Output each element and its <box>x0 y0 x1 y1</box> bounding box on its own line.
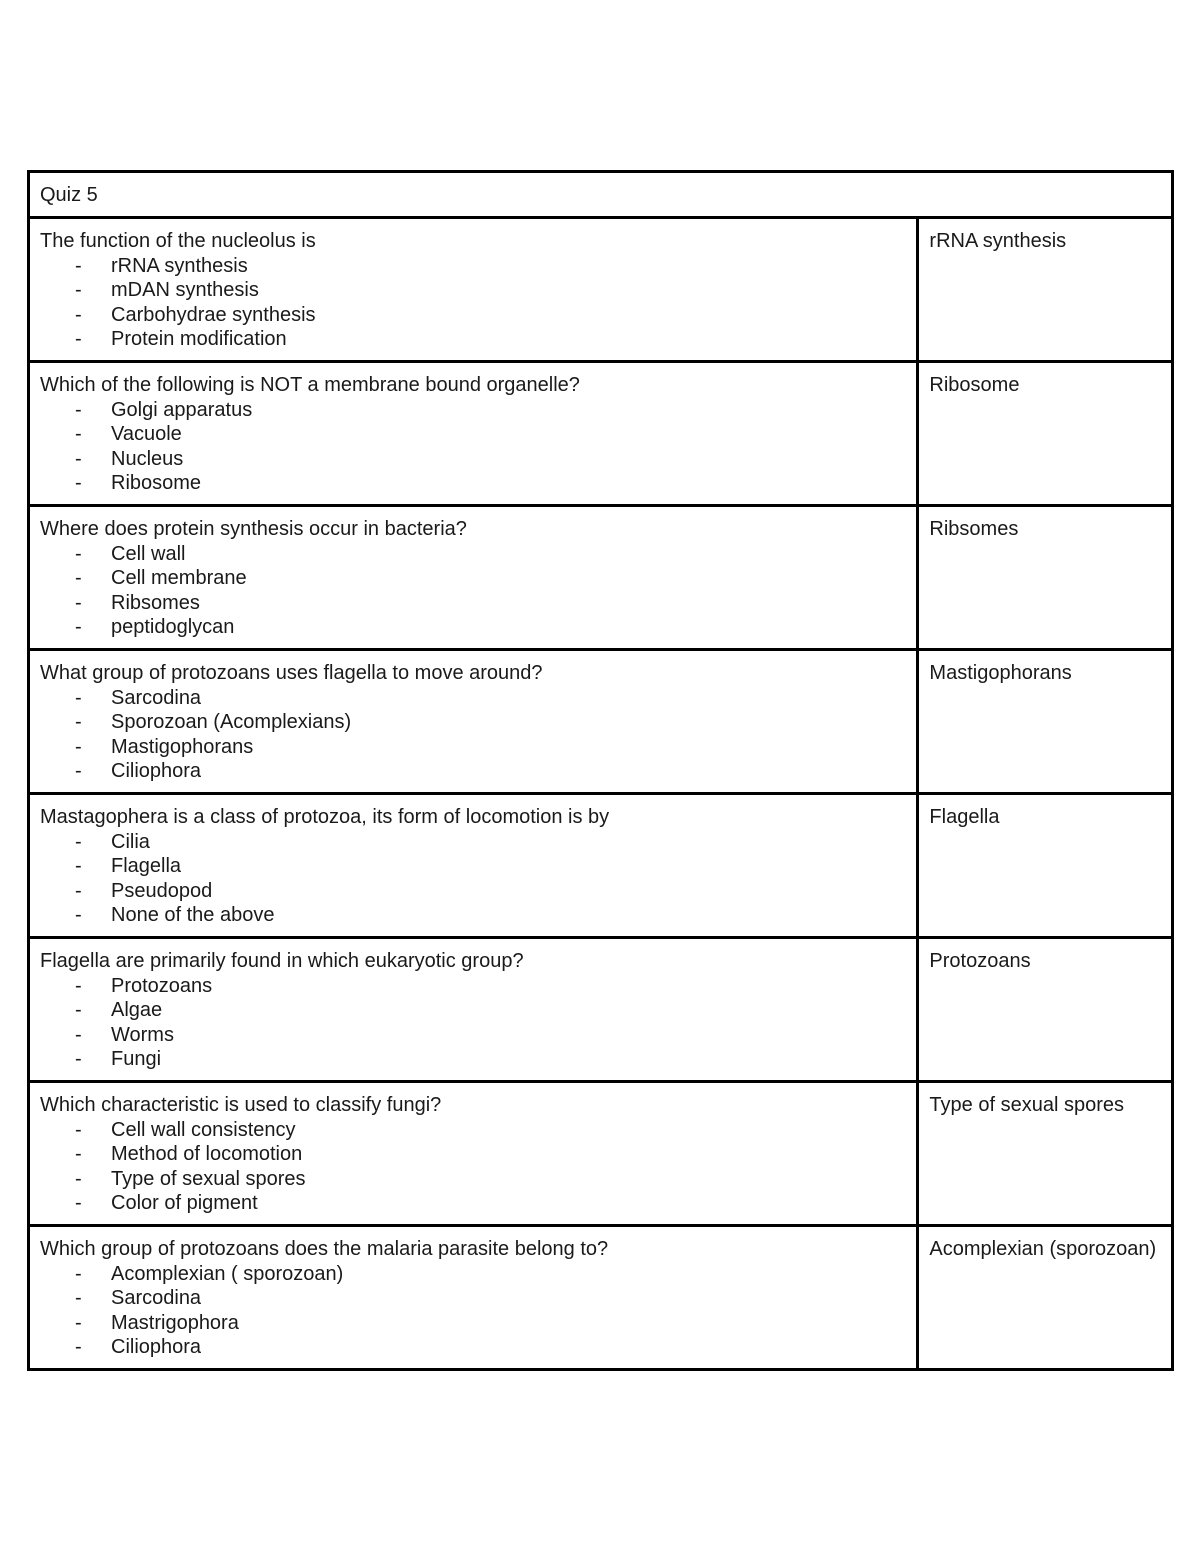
option-item <box>40 303 906 328</box>
option-text: Ciliophora <box>111 760 202 783</box>
option-list <box>40 686 906 784</box>
answer-text: Ribsomes <box>929 518 1019 540</box>
question-cell <box>29 218 918 362</box>
answer-cell <box>918 1082 1173 1226</box>
option-list <box>40 1262 906 1360</box>
question-row <box>29 650 1173 794</box>
option-item <box>40 542 906 567</box>
option-item <box>40 327 906 352</box>
option-text: Flagella <box>111 855 182 878</box>
answer-text: Mastigophorans <box>929 662 1072 684</box>
question-text: Which characteristic is used to classify fungi? <box>40 1094 442 1116</box>
dash-bullet: - <box>75 328 82 351</box>
option-text: Cell wall consistency <box>111 1118 296 1141</box>
option-text: Protozoans <box>111 974 213 997</box>
option-text: None of the above <box>111 904 275 927</box>
question-cell <box>29 1226 918 1370</box>
dash-bullet: - <box>75 1287 82 1310</box>
question-cell <box>29 506 918 650</box>
question-row <box>29 794 1173 938</box>
answer-cell <box>918 506 1173 650</box>
dash-bullet: - <box>75 735 82 758</box>
dash-bullet: - <box>75 472 82 495</box>
option-item <box>40 1311 906 1336</box>
option-text: Ciliophora <box>111 1336 202 1359</box>
option-item <box>40 447 906 472</box>
option-text: Mastigophorans <box>111 735 254 758</box>
option-text: rRNA synthesis <box>111 254 248 277</box>
option-text: Method of locomotion <box>111 1143 303 1166</box>
option-text: Worms <box>111 1023 174 1046</box>
option-text: Sarcodina <box>111 1287 202 1310</box>
option-list <box>40 542 906 640</box>
dash-bullet: - <box>75 855 82 878</box>
option-item <box>40 686 906 711</box>
dash-bullet: - <box>75 423 82 446</box>
question-cell <box>29 1082 918 1226</box>
question-cell <box>29 362 918 506</box>
dash-bullet: - <box>75 303 82 326</box>
option-text: Mastrigophora <box>111 1311 239 1334</box>
question-row <box>29 218 1173 362</box>
answer-cell <box>918 362 1173 506</box>
answer-cell <box>918 218 1173 362</box>
question-text: Which of the following is NOT a membrane bound organelle? <box>40 374 580 396</box>
answer-text: Protozoans <box>929 950 1031 972</box>
question-row <box>29 362 1173 506</box>
question-row <box>29 1082 1173 1226</box>
option-text: Protein modification <box>111 328 287 351</box>
dash-bullet: - <box>75 1192 82 1215</box>
answer-text: Acomplexian (sporozoan) <box>929 1238 1157 1260</box>
option-item <box>40 1142 906 1167</box>
option-text: Algae <box>111 999 163 1022</box>
option-item <box>40 830 906 855</box>
answer-cell <box>918 1226 1173 1370</box>
option-text: peptidoglycan <box>111 616 235 639</box>
dash-bullet: - <box>75 254 82 277</box>
question-text: Which group of protozoans does the malaria parasite belong to? <box>40 1238 609 1260</box>
dash-bullet: - <box>75 1118 82 1141</box>
option-item <box>40 1047 906 1072</box>
option-text: Cell membrane <box>111 567 247 590</box>
option-item <box>40 1167 906 1192</box>
dash-bullet: - <box>75 879 82 902</box>
option-text: Vacuole <box>111 423 182 446</box>
option-item <box>40 1335 906 1360</box>
quiz-title: Quiz 5 <box>29 172 1173 218</box>
dash-bullet: - <box>75 1167 82 1190</box>
answer-text: Flagella <box>929 806 1000 828</box>
option-item <box>40 1262 906 1287</box>
dash-bullet: - <box>75 398 82 421</box>
dash-bullet: - <box>75 760 82 783</box>
dash-bullet: - <box>75 542 82 565</box>
dash-bullet: - <box>75 830 82 853</box>
question-text: Where does protein synthesis occur in bacteria? <box>40 518 467 540</box>
title-row <box>29 172 1173 218</box>
question-cell <box>29 650 918 794</box>
option-text: Ribosome <box>111 472 202 495</box>
dash-bullet: - <box>75 999 82 1022</box>
answer-text: Ribosome <box>929 374 1020 396</box>
option-item <box>40 278 906 303</box>
question-cell <box>29 938 918 1082</box>
option-list <box>40 974 906 1072</box>
option-list <box>40 398 906 496</box>
question-text: Mastagophera is a class of protozoa, its form of locomotion is by <box>40 806 610 828</box>
option-text: Acomplexian ( sporozoan) <box>111 1262 344 1285</box>
dash-bullet: - <box>75 1048 82 1071</box>
option-item <box>40 566 906 591</box>
dash-bullet: - <box>75 616 82 639</box>
question-row <box>29 938 1173 1082</box>
option-item <box>40 998 906 1023</box>
dash-bullet: - <box>75 1143 82 1166</box>
question-row <box>29 506 1173 650</box>
option-text: Nucleus <box>111 447 184 470</box>
option-item <box>40 398 906 423</box>
dash-bullet: - <box>75 974 82 997</box>
option-item <box>40 615 906 640</box>
answer-cell <box>918 938 1173 1082</box>
option-item <box>40 854 906 879</box>
option-text: Color of pigment <box>111 1192 258 1215</box>
option-item <box>40 1286 906 1311</box>
option-text: Ribsomes <box>111 591 200 614</box>
option-item <box>40 974 906 999</box>
option-text: Fungi <box>111 1048 162 1071</box>
option-text: Type of sexual spores <box>111 1167 306 1190</box>
dash-bullet: - <box>75 279 82 302</box>
option-item <box>40 254 906 279</box>
option-item <box>40 591 906 616</box>
option-item <box>40 1191 906 1216</box>
option-item <box>40 903 906 928</box>
quiz-table <box>27 170 1174 1371</box>
option-text: Sarcodina <box>111 686 202 709</box>
dash-bullet: - <box>75 1336 82 1359</box>
option-list <box>40 830 906 928</box>
dash-bullet: - <box>75 904 82 927</box>
dash-bullet: - <box>75 1023 82 1046</box>
option-item <box>40 735 906 760</box>
option-item <box>40 759 906 784</box>
dash-bullet: - <box>75 1311 82 1334</box>
answer-cell <box>918 650 1173 794</box>
option-text: Carbohydrae synthesis <box>111 303 316 326</box>
question-text: Flagella are primarily found in which eukaryotic group? <box>40 950 524 972</box>
option-list <box>40 1118 906 1216</box>
dash-bullet: - <box>75 567 82 590</box>
option-text: Golgi apparatus <box>111 398 253 421</box>
question-row <box>29 1226 1173 1370</box>
dash-bullet: - <box>75 447 82 470</box>
option-item <box>40 471 906 496</box>
option-text: Pseudopod <box>111 879 213 902</box>
option-text: Cilia <box>111 830 150 853</box>
option-text: Sporozoan (Acomplexians) <box>111 711 352 734</box>
question-text: What group of protozoans uses flagella to move around? <box>40 662 543 684</box>
answer-text: rRNA synthesis <box>929 230 1067 252</box>
option-item <box>40 1023 906 1048</box>
option-text: mDAN synthesis <box>111 279 259 302</box>
dash-bullet: - <box>75 591 82 614</box>
option-item <box>40 422 906 447</box>
question-text: The function of the nucleolus is <box>40 230 316 252</box>
dash-bullet: - <box>75 711 82 734</box>
dash-bullet: - <box>75 686 82 709</box>
option-item <box>40 1118 906 1143</box>
answer-cell <box>918 794 1173 938</box>
option-text: Cell wall <box>111 542 186 565</box>
quiz-table-body <box>29 172 1173 1370</box>
option-item <box>40 879 906 904</box>
option-item <box>40 710 906 735</box>
option-list <box>40 254 906 352</box>
dash-bullet: - <box>75 1262 82 1285</box>
question-cell <box>29 794 918 938</box>
answer-text: Type of sexual spores <box>929 1094 1124 1116</box>
